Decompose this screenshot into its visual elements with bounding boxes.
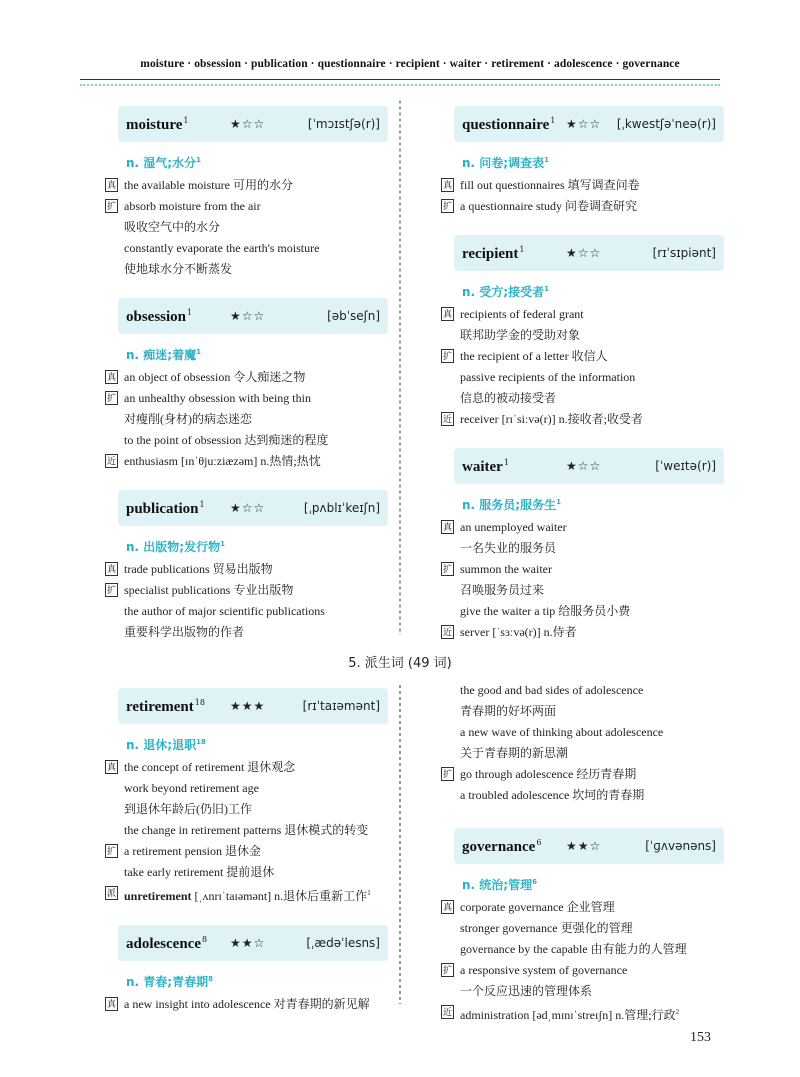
publication-line: 重要科学出版物的作者 <box>124 625 245 639</box>
governance-line: 真 corporate governance 企业管理 <box>442 900 615 914</box>
retirement-line: work beyond retirement age <box>124 781 259 795</box>
moisture-line: 扩 absorb moisture from the air <box>106 199 261 213</box>
headword-group <box>126 498 205 518</box>
adolescence-line: the good and bad sides of adolescence <box>460 683 644 697</box>
headword-box <box>118 490 388 526</box>
pos-text: n. 痴迷;着魔 <box>126 348 197 362</box>
entry-recipient <box>442 235 724 430</box>
headword-box <box>454 448 724 484</box>
phonetic: [ˈweɪtə(r)] <box>655 459 716 473</box>
star-rating: ★☆☆ <box>230 309 266 323</box>
headword-box <box>454 106 724 142</box>
headword-frequency: 1 <box>503 457 509 467</box>
entry-questionnaire <box>442 106 724 217</box>
entry-waiter <box>442 448 724 643</box>
tag-box: 扩 <box>441 562 454 576</box>
top-right-column <box>442 106 724 661</box>
headword: publication <box>126 501 199 517</box>
questionnaire-line: 扩 a questionnaire study 问卷调查研究 <box>442 199 637 213</box>
recipient-line: passive recipients of the information <box>460 370 636 384</box>
headword-group <box>126 933 207 953</box>
star-rating: ★★☆ <box>566 839 602 853</box>
waiter-line: 扩 summon the waiter <box>442 562 552 576</box>
pos-text: n. 问卷;调查表 <box>462 156 545 170</box>
tag-box: 真 <box>105 997 118 1011</box>
tag-box: 扩 <box>105 199 118 213</box>
tag-box: 扩 <box>441 767 454 781</box>
obsession-line: 对瘦削(身材)的病态迷恋 <box>124 412 252 426</box>
star-rating: ★☆☆ <box>566 117 602 131</box>
recipient-line: 扩 the recipient of a letter 收信人 <box>442 349 608 363</box>
page-number: 153 <box>690 1030 711 1045</box>
headword-box <box>118 925 388 961</box>
headword-frequency: 1 <box>199 499 205 509</box>
publication-line: 扩 specialist publications 专业出版物 <box>106 583 294 597</box>
headword-frequency: 6 <box>536 837 542 847</box>
phonetic: [ˌpʌblɪˈkeɪʃn] <box>303 501 380 515</box>
pos-frequency: 1 <box>220 540 225 548</box>
part-of-speech <box>126 154 388 171</box>
publication-line: 真 trade publications 贸易出版物 <box>106 562 273 576</box>
header-rule <box>80 79 720 80</box>
tag-box: 派 <box>105 886 118 900</box>
waiter-line: 一名失业的服务员 <box>460 541 557 555</box>
pos-text: n. 出版物;发行物 <box>126 540 221 554</box>
headword-group <box>126 114 188 134</box>
obsession-line: 真 an object of obsession 令人痴迷之物 <box>106 370 306 384</box>
bottom-right-column <box>442 680 724 1044</box>
headword-frequency: 1 <box>187 307 193 317</box>
phonetic: [ˈɡʌvənəns] <box>645 839 716 853</box>
pos-text: n. 受方;接受者 <box>462 285 545 299</box>
pos-frequency: 6 <box>532 878 537 886</box>
star-rating: ★☆☆ <box>230 117 266 131</box>
derived-word: unretirement <box>124 889 192 903</box>
retirement-line: 派 unretirement [ˌʌnrɪˈtaɪəmənt] n.退休后重新工作$^1$ <box>118 883 388 907</box>
tag-box: 真 <box>441 178 454 192</box>
headword: recipient <box>462 246 519 262</box>
header-dotted-rule <box>80 84 720 86</box>
headword-box <box>118 298 388 334</box>
headword-group <box>462 114 555 134</box>
phonetic: [rɪˈsɪpiənt] <box>652 246 716 260</box>
tag-box: 真 <box>105 562 118 576</box>
headword-group <box>126 696 205 716</box>
retirement-line: 到退休年龄后(仍旧)工作 <box>124 802 252 816</box>
phonetic: [rɪˈtaɪəmənt] <box>302 699 380 713</box>
phonetic: [ˌkwestʃəˈneə(r)] <box>616 117 716 131</box>
tag-box: 真 <box>105 760 118 774</box>
pos-text: n. 青春;青春期 <box>126 975 209 989</box>
retirement-line: the change in retirement patterns 退休模式的转变 <box>124 823 369 837</box>
governance-line: stronger governance 更强化的管理 <box>460 921 633 935</box>
tag-box: 近 <box>441 412 454 426</box>
headword-frequency: 1 <box>550 115 556 125</box>
tag-box: 扩 <box>441 349 454 363</box>
page-header: moisture · obsession · publication · questionnaire · recipient · waiter · retirement · adolescence · governance <box>140 58 680 70</box>
section-title: 5. 派生词 (49 词) <box>348 656 452 671</box>
adolescence-line: a new wave of thinking about adolescence <box>460 725 664 739</box>
obsession-line: 近 enthusiasm [ɪnˈθjuːziæzəm] n.热情;热忱 <box>106 454 321 468</box>
headword: questionnaire <box>462 117 550 133</box>
star-rating: ★☆☆ <box>566 246 602 260</box>
pos-frequency: 1 <box>544 285 549 293</box>
entry-moisture <box>106 106 388 280</box>
governance-line: 扩 a responsive system of governance <box>442 963 628 977</box>
headword: obsession <box>126 309 187 325</box>
tag-box: 真 <box>441 900 454 914</box>
phonetic: [ˌædəˈlesns] <box>306 936 380 950</box>
star-rating: ★★★ <box>230 699 266 713</box>
part-of-speech <box>462 154 724 171</box>
part-of-speech <box>126 538 388 555</box>
pos-frequency: 1 <box>196 156 201 164</box>
moisture-line: 使地球水分不断蒸发 <box>124 262 233 276</box>
headword-box <box>118 106 388 142</box>
tag-box: 扩 <box>105 391 118 405</box>
retirement-line: 真 the concept of retirement 退休观念 <box>106 760 296 774</box>
publication-line: the author of major scientific publications <box>124 604 325 618</box>
headword-frequency: 8 <box>201 934 208 944</box>
obsession-line: 扩 an unhealthy obsession with being thin <box>106 391 311 405</box>
headword-box <box>454 828 724 864</box>
obsession-line: to the point of obsession 达到痴迷的程度 <box>124 433 329 447</box>
questionnaire-line: 真 fill out questionnaires 填写调查问卷 <box>442 178 640 192</box>
tag-box: 扩 <box>441 199 454 213</box>
tag-box: 扩 <box>105 844 118 858</box>
waiter-line: 召唤服务员过来 <box>460 583 545 597</box>
star-rating: ★★☆ <box>230 936 266 950</box>
adolescence-continued <box>442 680 724 806</box>
pos-frequency: 1 <box>556 498 561 506</box>
tag-box: 近 <box>105 454 118 468</box>
star-rating: ★☆☆ <box>566 459 602 473</box>
entry-retirement <box>106 688 388 907</box>
part-of-speech <box>462 283 724 300</box>
star-rating: ★☆☆ <box>230 501 266 515</box>
recipient-line: 联邦助学金的受助对象 <box>460 328 581 342</box>
headword: adolescence <box>126 936 201 952</box>
top-left-column <box>106 106 388 661</box>
moisture-line: constantly evaporate the earth's moisture <box>124 241 320 255</box>
part-of-speech <box>462 876 724 893</box>
bottom-left-column <box>106 688 388 1033</box>
part-of-speech <box>126 973 388 990</box>
tag-box: 近 <box>441 1005 454 1019</box>
retirement-line: take early retirement 提前退休 <box>124 865 275 879</box>
governance-line: 近 administration [ədˌmɪnɪˈstreɪʃn] n.管理;行政$^2$ <box>454 1002 724 1026</box>
adolescence-line: 青春期的好坏两面 <box>460 704 557 718</box>
headword-frequency: 1 <box>519 244 525 254</box>
headword-group <box>462 456 509 476</box>
headword: governance <box>462 839 536 855</box>
frequency-mark: 2 <box>675 1008 680 1016</box>
pos-text: n. 服务员;服务生 <box>462 498 557 512</box>
column-divider-bottom <box>396 684 404 1004</box>
headword-frequency: 18 <box>194 697 205 707</box>
pos-frequency: 8 <box>208 975 213 983</box>
headword-group <box>462 836 541 856</box>
tag-box: 近 <box>441 625 454 639</box>
governance-line: 一个反应迅速的管理体系 <box>460 984 593 998</box>
tag-box: 真 <box>441 307 454 321</box>
part-of-speech <box>462 496 724 513</box>
pos-frequency: 18 <box>196 738 206 746</box>
entry-governance <box>442 828 724 1026</box>
moisture-line: 真 the available moisture 可用的水分 <box>106 178 293 192</box>
tag-box: 真 <box>441 520 454 534</box>
recipient-line: 近 receiver [rɪˈsiːvə(r)] n.接收者;收受者 <box>442 412 643 426</box>
headword: waiter <box>462 459 503 475</box>
recipient-line: 信息的被动接受者 <box>460 391 557 405</box>
headword-group <box>126 306 192 326</box>
entry-obsession <box>106 298 388 472</box>
headword: retirement <box>126 699 194 715</box>
frequency-mark: 1 <box>367 889 371 897</box>
tag-box: 扩 <box>441 963 454 977</box>
waiter-line: give the waiter a tip 给服务员小费 <box>460 604 631 618</box>
waiter-line: 真 an unemployed waiter <box>442 520 567 534</box>
pos-text: n. 湿气;水分 <box>126 156 197 170</box>
part-of-speech <box>126 736 388 753</box>
retirement-line: 扩 a retirement pension 退休金 <box>106 844 261 858</box>
headword-box <box>118 688 388 724</box>
headword-frequency: 1 <box>183 115 189 125</box>
part-of-speech <box>126 346 388 363</box>
pos-frequency: 1 <box>196 348 201 356</box>
tag-box: 真 <box>105 370 118 384</box>
adolescence-line: a troubled adolescence 坎坷的青春期 <box>460 788 645 802</box>
headword-group <box>462 243 524 263</box>
tag-box: 真 <box>105 178 118 192</box>
governance-line: governance by the capable 由有能力的人管理 <box>460 942 687 956</box>
pos-frequency: 1 <box>544 156 549 164</box>
entry-adolescence <box>106 925 388 1015</box>
tag-box: 扩 <box>105 583 118 597</box>
adolescence-line: 关于青春期的新思潮 <box>460 746 569 760</box>
recipient-line: 真 recipients of federal grant <box>442 307 584 321</box>
headword-box <box>454 235 724 271</box>
waiter-line: 近 server [ˈsɜːvə(r)] n.侍者 <box>442 625 577 639</box>
phonetic: [əbˈseʃn] <box>327 309 380 323</box>
pos-text: n. 统治;管理 <box>462 878 533 892</box>
column-divider-top <box>396 100 404 635</box>
headword: moisture <box>126 117 183 133</box>
adolescence-line: 真 a new insight into adolescence 对青春期的新见解 <box>106 997 370 1011</box>
adolescence-line: 扩 go through adolescence 经历青春期 <box>442 767 637 781</box>
pos-text: n. 退休;退职 <box>126 738 197 752</box>
phonetic: [ˈmɔɪstʃə(r)] <box>307 117 380 131</box>
moisture-line: 吸收空气中的水分 <box>124 220 221 234</box>
entry-publication <box>106 490 388 643</box>
